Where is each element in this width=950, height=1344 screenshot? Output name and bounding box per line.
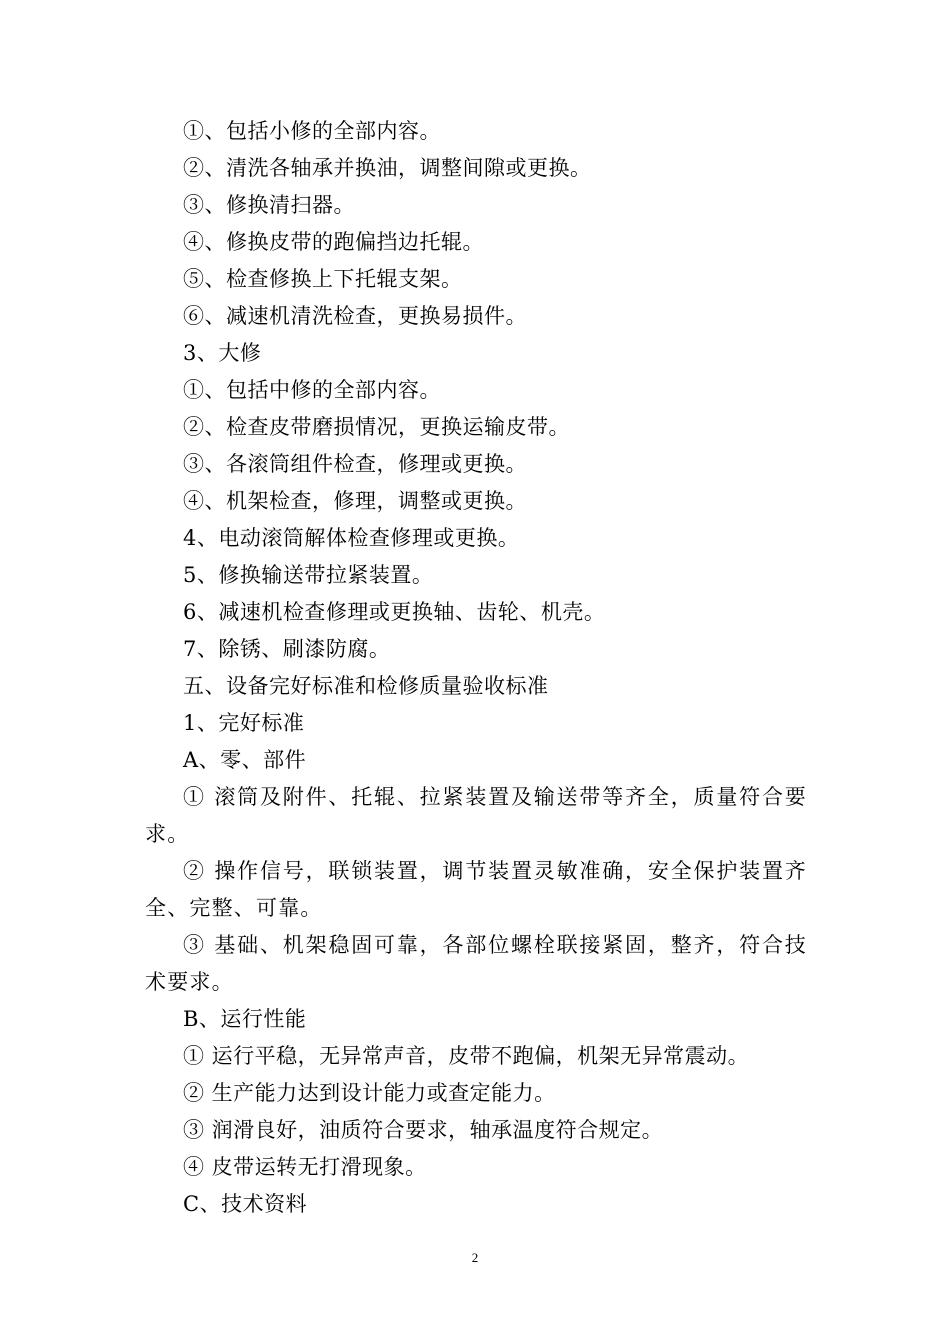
paragraph: ③ 基础、机架稳固可靠，各部位螺栓联接紧固，整齐，符合技术要求。	[145, 933, 807, 994]
subsection-heading: B、运行性能	[183, 1007, 307, 1031]
paragraph: ① 滚筒及附件、托辊、拉紧装置及输送带等齐全，质量符合要求。	[145, 785, 807, 846]
list-item: 7、除锈、刷漆防腐。	[183, 637, 391, 661]
subsection-heading: C、技术资料	[183, 1192, 308, 1216]
list-item: ① 运行平稳，无异常声音，皮带不跑偏，机架无异常震动。	[183, 1044, 750, 1068]
section-heading: 1、完好标准	[183, 711, 305, 735]
list-item: ⑤、检查修换上下托辊支架。	[183, 267, 463, 291]
list-item: ② 生产能力达到设计能力或查定能力。	[183, 1081, 556, 1105]
paragraph: ② 操作信号，联锁装置，调节装置灵敏准确，安全保护装置齐全、完整、可靠。	[145, 859, 807, 920]
section-heading: 3、大修	[183, 341, 262, 365]
list-item: ③、各滚筒组件检查，修理或更换。	[183, 452, 527, 476]
list-item: ①、包括中修的全部内容。	[183, 378, 441, 402]
list-item: ①、包括小修的全部内容。	[183, 119, 441, 143]
list-item: 4、电动滚筒解体检查修理或更换。	[183, 526, 520, 550]
list-item: ④、修换皮带的跑偏挡边托辊。	[183, 230, 484, 254]
list-item: ②、检查皮带磨损情况，更换运输皮带。	[183, 415, 570, 439]
subsection-heading: A、零、部件	[183, 748, 307, 772]
chapter-heading: 五、设备完好标准和检修质量验收标准	[183, 674, 549, 698]
list-item: 6、减速机检查修理或更换轴、齿轮、机壳。	[183, 600, 606, 624]
list-item: ③ 润滑良好，油质符合要求，轴承温度符合规定。	[183, 1118, 664, 1142]
list-item: ④ 皮带运转无打滑现象。	[183, 1155, 427, 1179]
list-item: ④、机架检查，修理，调整或更换。	[183, 489, 527, 513]
list-item: ⑥、减速机清洗检查，更换易损件。	[183, 304, 527, 328]
list-item: ②、清洗各轴承并换油，调整间隙或更换。	[183, 156, 592, 180]
page-number: 2	[471, 1250, 479, 1265]
list-item: 5、修换输送带拉紧装置。	[183, 563, 434, 587]
list-item: ③、修换清扫器。	[183, 193, 355, 217]
document-body	[145, 113, 807, 1223]
